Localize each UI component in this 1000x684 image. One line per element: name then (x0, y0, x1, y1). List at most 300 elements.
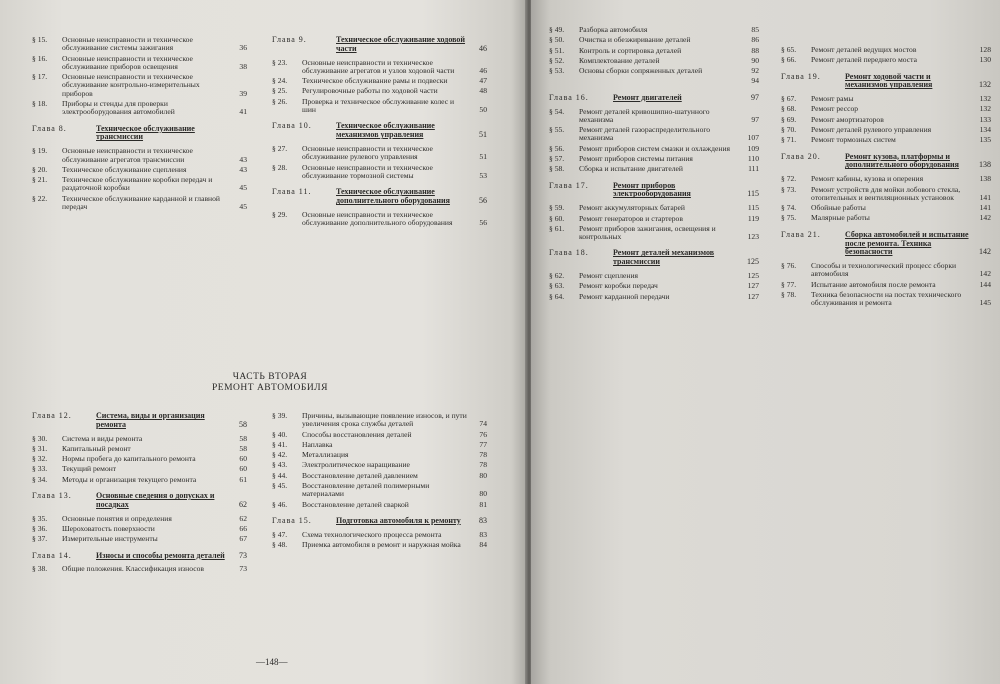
section-title: Основные неисправности и техническое обслуживание приборов освещения (62, 53, 193, 71)
section-page: 132 (979, 104, 991, 114)
section-page: 67 (239, 534, 247, 544)
section-page: 125 (747, 271, 759, 281)
section-page: 81 (479, 499, 487, 509)
section-title: Ремонт рамы (811, 94, 854, 104)
section-number: § 76. (781, 261, 797, 271)
section-title: Основные неисправности и техническое обслуживание тормозной системы (302, 162, 433, 180)
toc-column-1 (32, 36, 247, 213)
toc-entry (272, 451, 487, 459)
chapter-heading (32, 552, 247, 561)
chapter-title: Техническое обслуживание трансмиссии (96, 123, 195, 142)
section-title: Разборка автомобиля (579, 25, 648, 34)
section-title: Техника безопасности на постах технического обслуживания и ремонта (811, 290, 962, 308)
chapter-number: Глава 19. (781, 71, 821, 81)
toc-entry (781, 95, 991, 103)
section-number: § 26. (272, 96, 288, 106)
section-page: 36 (239, 43, 247, 53)
section-page: 142 (979, 269, 991, 279)
toc-entry (549, 272, 759, 280)
chapter-title: Ремонт приборов электрооборудования (613, 180, 691, 199)
section-page: 47 (479, 76, 487, 86)
section-number: § 62. (549, 271, 565, 281)
section-page: 110 (747, 154, 759, 164)
section-title: Основные понятия и определения (62, 513, 172, 523)
section-title: Капитальный ремонт (62, 443, 131, 453)
section-number: § 66. (781, 55, 797, 65)
section-number: § 60. (549, 213, 565, 223)
chapter-page: 46 (479, 43, 487, 53)
section-page: 141 (979, 203, 991, 213)
section-title: Восстановление деталей давлением (302, 470, 418, 480)
chapter-page: 62 (239, 499, 247, 509)
toc-column-3 (32, 412, 247, 576)
section-number: § 68. (781, 104, 797, 114)
section-page: 85 (751, 25, 759, 34)
section-title: Основные неисправности и техническое обслуживание дополнительного оборудования (302, 209, 453, 228)
toc-entry (272, 164, 487, 181)
section-page: 60 (239, 454, 247, 464)
section-number: § 37. (32, 534, 48, 544)
section-title: Приборы и стенды для проверки электрооборудования автомобилей (62, 99, 175, 117)
toc-entry (32, 476, 247, 484)
section-page: 43 (239, 164, 247, 174)
chapter-page: 51 (479, 130, 487, 140)
chapter-title: Основные сведения о допусках и посадках (96, 491, 215, 509)
toc-entry (32, 445, 247, 453)
toc-entry (781, 186, 991, 203)
section-number: § 32. (32, 454, 48, 464)
toc-column-4 (272, 412, 487, 551)
toc-entry (32, 73, 247, 98)
chapter-title: Ремонт кузова, платформы и дополнительного оборудования (845, 151, 959, 170)
chapter-title: Техническое обслуживание механизмов управления (336, 121, 435, 140)
section-title: Техническое обслуживание карданной и главной передач (62, 193, 220, 212)
section-number: § 42. (272, 450, 288, 460)
toc-entry (549, 67, 759, 75)
section-number: § 27. (272, 143, 288, 153)
section-title: Проверка и техническое обслуживание колес и шин (302, 96, 455, 115)
section-title: Основные неисправности и техническое обслуживание агрегатов трансмиссии (62, 146, 193, 164)
section-page: 86 (751, 35, 759, 45)
toc-entry (272, 87, 487, 95)
chapter-heading (272, 188, 487, 206)
toc-entry (549, 225, 759, 242)
chapter-title: Техническое обслуживание ходовой части (336, 35, 466, 53)
section-page: 73 (239, 564, 247, 574)
section-page: 39 (239, 88, 247, 98)
toc-entry (272, 431, 487, 439)
toc-entry (272, 541, 487, 549)
section-title: Ремонт приборов зажигания, освещения и контрольных (579, 223, 716, 242)
section-number: § 59. (549, 203, 565, 213)
toc-entry (32, 195, 247, 212)
chapter-number: Глава 10. (272, 121, 312, 131)
section-number: § 63. (549, 281, 565, 291)
section-number: § 23. (272, 57, 288, 67)
chapter-heading (272, 517, 487, 526)
section-number: § 15. (32, 35, 48, 44)
page-number: —148— (256, 657, 288, 667)
chapter-page: 58 (239, 419, 247, 429)
section-number: § 39. (272, 411, 288, 420)
section-title: Регулировочные работы по ходовой части (302, 86, 438, 96)
section-number: § 30. (32, 433, 48, 443)
chapter-number: Глава 17. (549, 180, 589, 190)
section-title: Восстановление деталей полимерными материалами (302, 481, 430, 499)
section-page: 119 (747, 213, 759, 223)
section-title: Техническое обслуживание сцепления (62, 164, 187, 174)
section-number: § 54. (549, 106, 565, 116)
section-page: 133 (979, 114, 991, 124)
chapter-heading (549, 249, 759, 267)
section-number: § 46. (272, 499, 288, 509)
section-number: § 43. (272, 460, 288, 470)
toc-entry (32, 565, 247, 573)
section-number: § 38. (32, 564, 48, 574)
section-number: § 53. (549, 66, 565, 76)
section-page: 51 (479, 152, 487, 162)
section-title: Обойные работы (811, 203, 866, 213)
section-page: 50 (479, 105, 487, 115)
toc-entry (549, 293, 759, 301)
chapter-page: 115 (747, 189, 759, 199)
section-title: Общие положения. Классификация износов (62, 564, 204, 574)
toc-entry (272, 441, 487, 449)
section-title: Методы и организация текущего ремонта (62, 474, 197, 484)
section-page: 38 (239, 61, 247, 71)
section-title: Металлизация (302, 450, 349, 460)
section-number: § 56. (549, 143, 565, 153)
section-number: § 65. (781, 45, 797, 54)
section-page: 132 (979, 94, 991, 104)
chapter-heading (781, 73, 991, 91)
section-page: 138 (979, 174, 991, 184)
part-title: РЕМОНТ АВТОМОБИЛЯ (212, 383, 328, 393)
section-page: 144 (979, 279, 991, 289)
toc-entry (32, 100, 247, 117)
section-title: Ремонт рессор (811, 104, 859, 114)
chapter-title: Ремонт двигателей (613, 92, 682, 102)
toc-entry (549, 204, 759, 212)
section-number: § 45. (272, 481, 288, 491)
section-number: § 17. (32, 72, 48, 82)
section-title: Восстановление деталей сваркой (302, 499, 409, 509)
section-page: 46 (479, 65, 487, 75)
section-page: 58 (239, 443, 247, 453)
section-number: § 22. (32, 193, 48, 203)
section-number: § 24. (272, 76, 288, 86)
toc-entry (272, 98, 487, 115)
toc-entry (549, 36, 759, 44)
section-number: § 47. (272, 529, 288, 539)
toc-entry (781, 214, 991, 222)
section-title: Ремонт приборов систем смазки и охлаждения (579, 143, 731, 153)
toc-entry (781, 136, 991, 144)
section-title: Основные неисправности и техническое обслуживание системы зажигания (62, 35, 193, 53)
section-title: Ремонт амортизаторов (811, 114, 884, 124)
part-heading (180, 372, 360, 394)
continued-page-number: 94 (751, 76, 759, 86)
chapter-number: Глава 21. (781, 229, 821, 239)
toc-entry (32, 455, 247, 463)
section-title: Ремонт деталей переднего моста (811, 55, 917, 65)
section-page: 76 (479, 429, 487, 439)
section-title: Ремонт деталей кривошипно-шатунного механизма (579, 106, 710, 124)
section-page: 109 (747, 143, 759, 153)
toc-column-6 (781, 46, 991, 310)
section-page: 45 (239, 183, 247, 193)
chapter-heading (32, 125, 247, 143)
section-number: § 16. (32, 53, 48, 63)
chapter-number: Глава 12. (32, 411, 72, 420)
section-title: Наплавка (302, 439, 333, 449)
section-page: 84 (479, 540, 487, 550)
toc-entry (781, 204, 991, 212)
section-title: Очистка и обезжиривание деталей (579, 35, 691, 45)
section-number: § 25. (272, 86, 288, 96)
toc-entry (272, 472, 487, 480)
toc-entry (32, 465, 247, 473)
section-title: Малярные работы (811, 213, 870, 223)
section-title: Электролитическое наращивание (302, 460, 410, 470)
section-page: 80 (479, 489, 487, 499)
chapter-title: Сборка автомобилей и испытание после ремонта. Техника безопасности (845, 229, 969, 257)
section-title: Ремонт сцепления (579, 271, 639, 281)
section-number: § 69. (781, 114, 797, 124)
section-title: Основные неисправности и техническое обслуживание агрегатов и узлов ходовой части (302, 57, 455, 75)
toc-entry (781, 175, 991, 183)
chapter-number: Глава 16. (549, 92, 589, 102)
toc-entry (549, 108, 759, 125)
toc-entry (549, 282, 759, 290)
section-title: Основные неисправности и техническое обслуживание контрольно-измерительных приборов (62, 72, 200, 98)
toc-entry (549, 126, 759, 143)
chapter-page: 56 (479, 195, 487, 205)
section-number: § 77. (781, 279, 797, 289)
toc-entry (272, 501, 487, 509)
section-number: § 19. (32, 146, 48, 156)
section-title: Ремонт деталей ведущих мостов (811, 45, 917, 54)
section-number: § 78. (781, 290, 797, 300)
toc-entry (549, 165, 759, 173)
section-page: 83 (479, 529, 487, 539)
section-page: 78 (479, 450, 487, 460)
section-page: 66 (239, 523, 247, 533)
chapter-heading (549, 182, 759, 200)
section-number: § 18. (32, 99, 48, 109)
section-page: 123 (747, 232, 759, 242)
toc-entry (272, 412, 487, 429)
toc-entry (549, 145, 759, 153)
toc-entry (272, 461, 487, 469)
section-page: 56 (479, 218, 487, 228)
toc-entry (32, 435, 247, 443)
chapter-heading (272, 122, 487, 140)
section-page: 97 (751, 114, 759, 124)
toc-entry (781, 105, 991, 113)
section-title: Ремонт аккумуляторных батарей (579, 203, 685, 213)
section-title: Ремонт тормозных систем (811, 135, 896, 145)
section-page: 92 (751, 66, 759, 76)
section-page: 90 (751, 55, 759, 65)
chapter-page: 138 (979, 160, 991, 170)
section-title: Ремонт приборов системы питания (579, 154, 693, 164)
chapter-title: Ремонт ходовой части и механизмов управления (845, 71, 933, 90)
toc-column-5 (549, 26, 759, 303)
section-page: 127 (747, 281, 759, 291)
chapter-page: 132 (979, 80, 991, 90)
chapter-number: Глава 8. (32, 123, 67, 133)
section-title: Ремонт деталей рулевого управления (811, 125, 932, 135)
chapter-heading (32, 412, 247, 430)
section-page: 60 (239, 464, 247, 474)
section-number: § 75. (781, 213, 797, 223)
section-page: 61 (239, 474, 247, 484)
section-number: § 35. (32, 513, 48, 523)
chapter-page: 97 (751, 92, 759, 102)
section-number: § 64. (549, 291, 565, 301)
section-page: 48 (479, 86, 487, 96)
section-title: Текущий ремонт (62, 464, 117, 474)
section-title: Схема технологического процесса ремонта (302, 529, 442, 539)
section-number: § 55. (549, 125, 565, 135)
section-title: Измерительные инструменты (62, 534, 158, 544)
section-title: Нормы пробега до капитального ремонта (62, 454, 196, 464)
section-title: Ремонт коробки передач (579, 281, 658, 291)
section-page: 58 (239, 433, 247, 443)
section-title: Сборка и испытание двигателей (579, 164, 683, 174)
toc-entry (781, 46, 991, 54)
toc-entry (32, 176, 247, 193)
section-page: 45 (239, 202, 247, 212)
chapter-heading (781, 231, 991, 257)
chapter-number: Глава 15. (272, 515, 312, 525)
section-number: § 61. (549, 223, 565, 233)
chapter-number: Глава 11. (272, 187, 312, 197)
chapter-heading (272, 36, 487, 54)
chapter-page: 73 (239, 550, 247, 560)
section-number: § 31. (32, 443, 48, 453)
section-page: 134 (979, 125, 991, 135)
section-title: Ремонт устройств для мойки лобового стекла, отопительных и вентиляционных установок (811, 184, 961, 202)
toc-entry (549, 47, 759, 55)
section-page: 145 (979, 298, 991, 308)
section-page: 115 (747, 203, 759, 213)
section-title: Основы сборки сопряженных деталей (579, 66, 703, 76)
chapter-page: 125 (747, 257, 759, 267)
toc-entry (781, 126, 991, 134)
section-number: § 21. (32, 175, 48, 185)
section-number: § 50. (549, 35, 565, 45)
chapter-number: Глава 18. (549, 248, 589, 258)
section-page: 78 (479, 460, 487, 470)
section-number: § 41. (272, 439, 288, 449)
section-number: § 28. (272, 162, 288, 172)
section-number: § 57. (549, 154, 565, 164)
section-page: 80 (479, 470, 487, 480)
right-page (531, 0, 1000, 684)
section-number: § 52. (549, 55, 565, 65)
toc-entry (272, 531, 487, 539)
toc-entry (272, 482, 487, 499)
section-title: Система и виды ремонта (62, 433, 143, 443)
section-page: 53 (479, 170, 487, 180)
section-number: § 34. (32, 474, 48, 484)
toc-column-2 (272, 36, 487, 229)
chapter-title: Ремонт деталей механизмов трансмиссии (613, 248, 715, 267)
section-title: Комплектование деталей (579, 55, 660, 65)
chapter-number: Глава 9. (272, 35, 307, 44)
toc-entry (781, 291, 991, 308)
chapter-number: Глава 14. (32, 550, 72, 560)
section-number: § 70. (781, 125, 797, 135)
section-page: 62 (239, 513, 247, 523)
toc-entry (272, 77, 487, 85)
section-number: § 36. (32, 523, 48, 533)
section-title: Ремонт карданной передачи (579, 291, 670, 301)
chapter-title: Система, виды и организация ремонта (96, 411, 205, 429)
section-title: Приемка автомобиля в ремонт и наружная мойка (302, 540, 461, 550)
section-page: 43 (239, 154, 247, 164)
section-title: Способы восстановления деталей (302, 429, 412, 439)
section-title: Ремонт кабины, кузова и оперения (811, 174, 924, 184)
section-title: Контроль и сортировка деталей (579, 45, 682, 55)
section-title: Основные неисправности и техническое обслуживание рулевого управления (302, 143, 433, 162)
section-number: § 33. (32, 464, 48, 474)
section-number: § 49. (549, 25, 565, 34)
chapter-heading (32, 492, 247, 510)
toc-entry (32, 147, 247, 164)
section-title: Техническое обслуживание коробки передач и раздаточной коробки (62, 175, 213, 193)
toc-entry (781, 262, 991, 279)
section-page: 74 (479, 419, 487, 429)
section-number: § 74. (781, 203, 797, 213)
toc-entry (32, 535, 247, 543)
section-page: 130 (979, 55, 991, 65)
section-title: Причины, вызывающие появление износов, и пути увеличения срока службы деталей (302, 411, 467, 429)
section-number: § 72. (781, 174, 797, 184)
section-number: § 73. (781, 184, 797, 194)
section-page: 77 (479, 439, 487, 449)
section-number: § 48. (272, 540, 288, 550)
section-title: Техническое обслуживание рамы и подвески (302, 76, 448, 86)
toc-entry (32, 36, 247, 53)
toc-entry (549, 57, 759, 65)
section-page: 41 (239, 107, 247, 117)
section-page: 135 (979, 135, 991, 145)
section-number: § 44. (272, 470, 288, 480)
toc-entry (781, 281, 991, 289)
toc-entry (272, 211, 487, 228)
section-page: 142 (979, 213, 991, 223)
chapter-page: 142 (979, 247, 991, 257)
toc-entry (781, 56, 991, 64)
chapter-number: Глава 20. (781, 151, 821, 161)
section-page: 111 (748, 164, 759, 174)
toc-entry (549, 155, 759, 163)
section-number: § 40. (272, 429, 288, 439)
toc-entry (32, 515, 247, 523)
toc-entry (781, 116, 991, 124)
part-label: ЧАСТЬ ВТОРАЯ (232, 372, 308, 382)
chapter-title: Износы и способы ремонта деталей (96, 550, 225, 560)
section-page: 128 (979, 45, 991, 54)
section-number: § 29. (272, 209, 288, 219)
toc-entry (549, 26, 759, 34)
chapter-heading (781, 153, 991, 171)
chapter-page: 83 (479, 515, 487, 525)
section-number: § 51. (549, 45, 565, 55)
